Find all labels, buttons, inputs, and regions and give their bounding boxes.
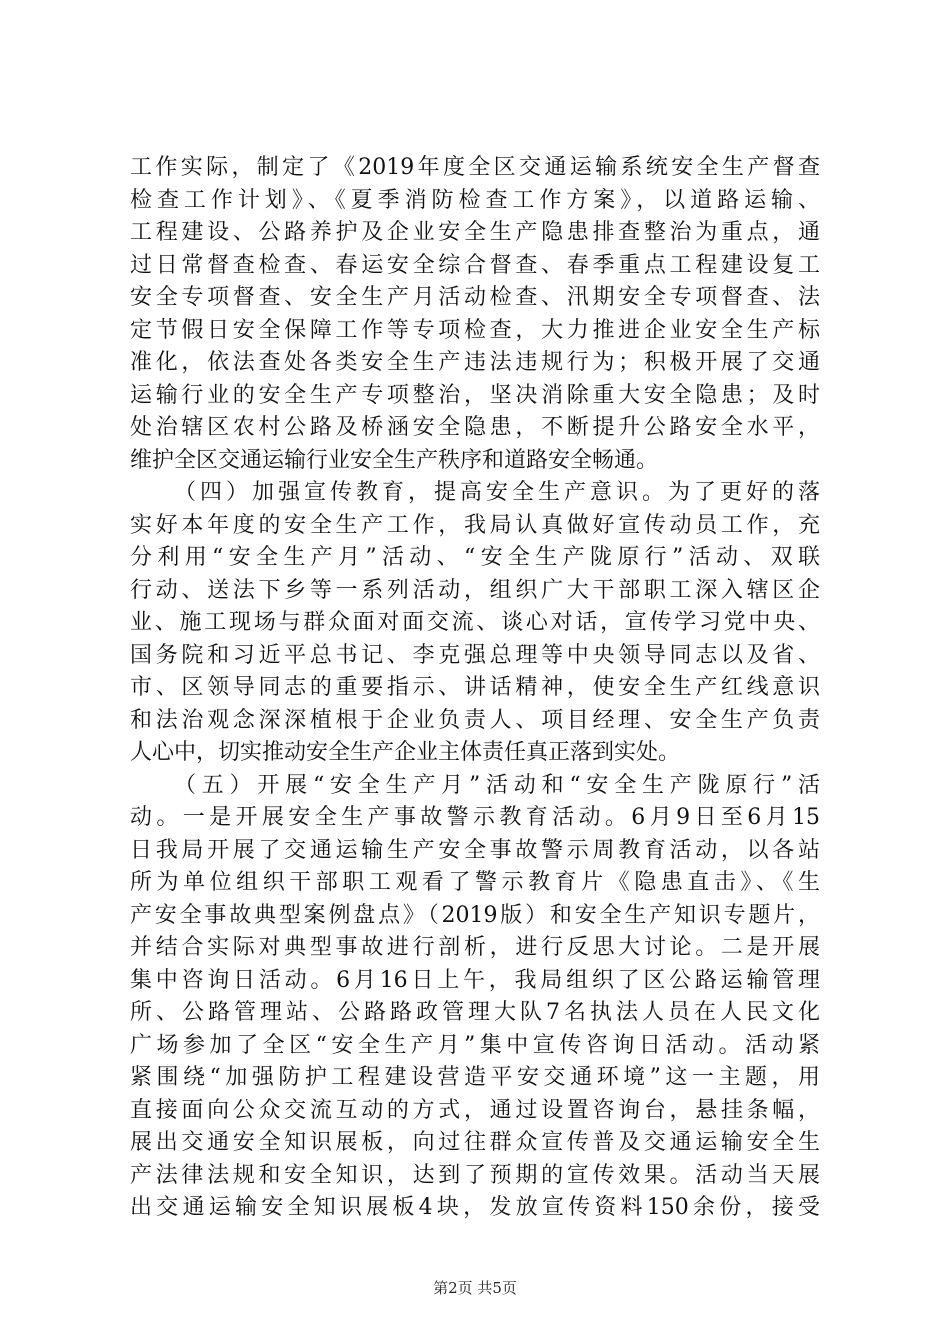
text-line: 日我局开展了交通运输生产安全事故警示周教育活动，以各站 [130, 837, 820, 863]
text-line: 并结合实际对典型事故进行剖析，进行反思大讨论。二是开展 [130, 935, 820, 960]
text-line: 处治辖区农村公路及桥涵安全隐患，不断提升公路安全水平， [130, 415, 820, 440]
text-line: 紧围绕“加强防护工程建设营造平安交通环境”这一主题，用 [130, 1065, 820, 1090]
text-line: 动。一是开展安全生产事故警示教育活动。6月9日至6月15 [130, 805, 820, 830]
text-line: 出交通运输安全知识展板4块，发放宣传资料150余份，接受 [130, 1195, 820, 1220]
text-line: 安全专项督查、安全生产月活动检查、汛期安全专项督查、法 [130, 285, 820, 310]
text-line: 直接面向公众交流互动的方式，通过设置咨询台，悬挂条幅， [130, 1097, 820, 1123]
text-line: 行动、送法下乡等一系列活动，组织广大干部职工深入辖区企 [130, 577, 820, 603]
text-line: 运输行业的安全生产专项整治，坚决消除重大安全隐患；及时 [130, 382, 820, 408]
text-line: 集中咨询日活动。6月16日上午，我局组织了区公路运输管理 [130, 967, 820, 993]
text-line: 准化，依法查处各类安全生产违法违规行为；积极开展了交通 [130, 350, 820, 375]
text-line: 工作实际，制定了《2019年度全区交通运输系统安全生产督查 [130, 155, 820, 180]
text-line: 市、区领导同志的重要指示、讲话精神，使安全生产红线意识 [130, 675, 820, 700]
page-number-footer: 第2页 共5页 [433, 1279, 517, 1297]
text-line: 检查工作计划》、《夏季消防检查工作方案》，以道路运输、 [130, 187, 820, 213]
paragraph-end-line: 人心中，切实推动安全生产企业主体责任真正落到实处。 [130, 740, 681, 765]
document-body [130, 152, 820, 1225]
text-line: 和法治观念深深植根于企业负责人、项目经理、安全生产负责 [130, 707, 820, 733]
text-line: 国务院和习近平总书记、李克强总理等中央领导同志以及省、 [130, 642, 820, 668]
text-line: 定节假日安全保障工作等专项检查，大力推进企业安全生产标 [130, 317, 820, 343]
text-line: 业、施工现场与群众面对面交流、谈心对话，宣传学习党中央、 [130, 610, 820, 635]
text-line: 展出交通安全知识展板，向过往群众宣传普及交通运输安全生 [130, 1130, 820, 1155]
text-line: 产安全事故典型案例盘点》（2019版）和安全生产知识专题片， [130, 902, 820, 928]
text-line: 工程建设、公路养护及企业安全生产隐患排查整治为重点，通 [130, 220, 820, 245]
paragraph-end-line: 维护全区交通运输行业安全生产秩序和道路安全畅通。 [130, 447, 659, 473]
text-line: 过日常督查检查、春运安全综合督查、春季重点工程建设复工 [130, 252, 820, 278]
text-line: 分利用“安全生产月”活动、“安全生产陇原行”活动、双联 [130, 545, 820, 570]
section-heading-line: （五）开展“安全生产月”活动和“安全生产陇原行”活 [174, 772, 820, 798]
text-line: 产法律法规和安全知识，达到了预期的宣传效果。活动当天展 [130, 1162, 820, 1188]
text-line: 所为单位组织干部职工观看了警示教育片《隐患直击》、《生 [130, 870, 820, 895]
text-line: 广场参加了全区“安全生产月”集中宣传咨询日活动。活动紧 [130, 1032, 820, 1058]
text-line: 所、公路管理站、公路路政管理大队7名执法人员在人民文化 [130, 1000, 820, 1025]
section-heading-line: （四）加强宣传教育，提高安全生产意识。为了更好的落 [174, 480, 820, 505]
text-line: 实好本年度的安全生产工作，我局认真做好宣传动员工作，充 [130, 512, 820, 538]
